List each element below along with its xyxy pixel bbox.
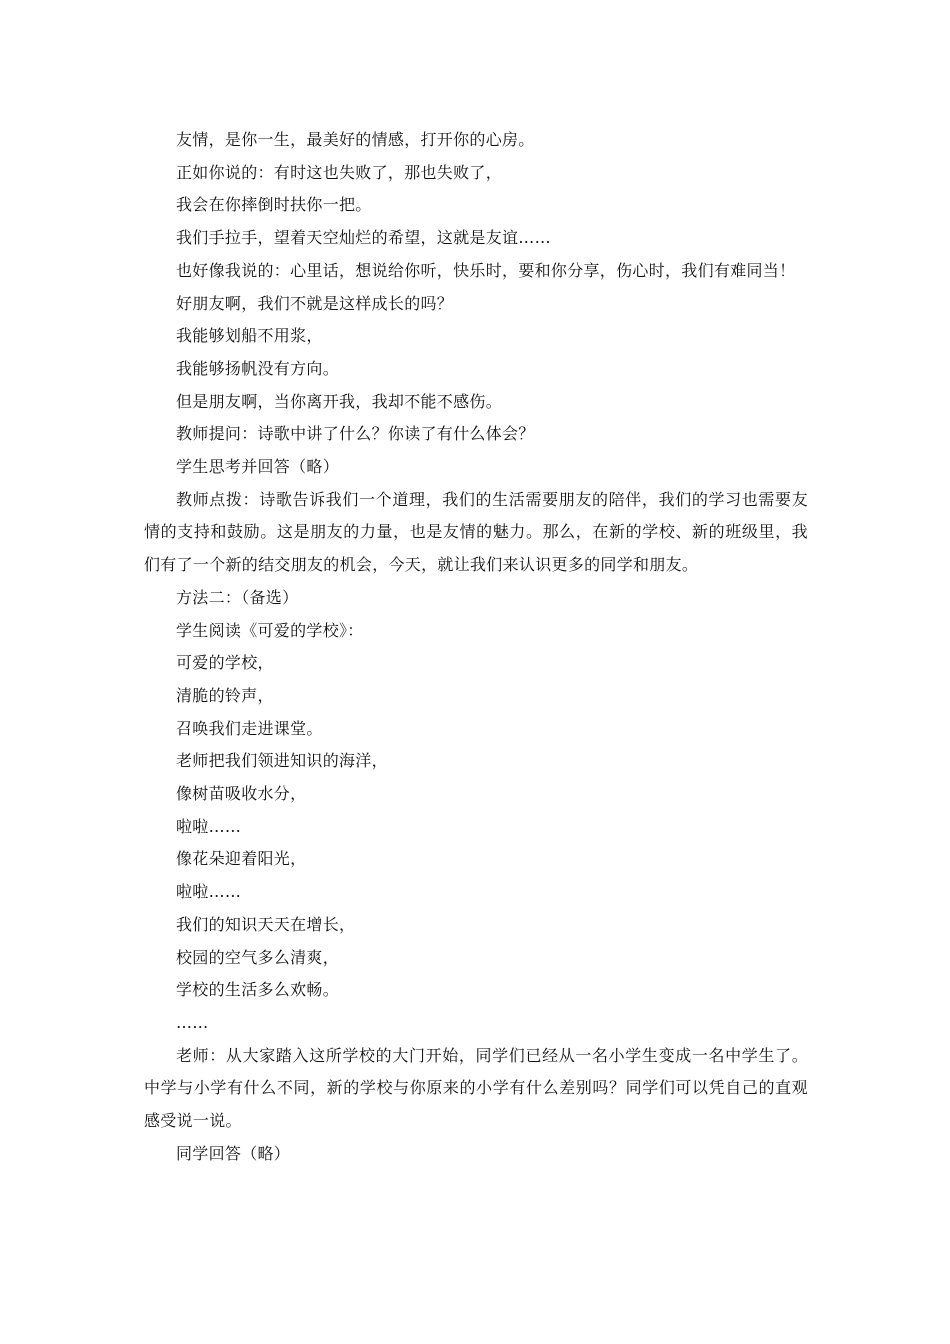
poem-ellipsis: …… (176, 1012, 209, 1032)
poem-line: 像树苗吸收水分， (176, 784, 307, 804)
paragraph-teacher-guide: 教师点拨：诗歌告诉我们一个道理，我们的生活需要朋友的陪伴，我们的学习也需要友情的支持和鼓励。这是朋友的力量，也是友情的魅力。那么，在新的学校、新的班级里，我们有了一个新的结交朋友的机会，今天，就让我们来认识更多的同学和朋友。 (144, 489, 808, 575)
document-body (144, 124, 808, 1171)
text-line: 也好像我说的：心里话，想说给你听，快乐时，要和你分享，伤心时，我们有难同当！ (176, 260, 796, 280)
text-line: 正如你说的：有时这也失败了，那也失败了， (176, 162, 503, 182)
poem-line: 像花朵迎着阳光， (176, 849, 307, 869)
poem-line: 啦啦…… (176, 816, 242, 836)
paragraph-teacher-speech: 老师：从大家踏入这所学校的大门开始，同学们已经从一名小学生变成一名中学生了。中学与小学有什么不同，新的学校与你原来的小学有什么差别吗？同学们可以凭自己的直观感受说一说。 (144, 1045, 808, 1131)
poem-line: 啦啦…… (176, 882, 242, 902)
poem-line: 清脆的铃声， (176, 685, 274, 705)
poem-line: 召唤我们走进课堂。 (176, 718, 323, 738)
text-line: 同学回答（略） (176, 1143, 291, 1163)
text-line: 我能够划船不用浆， (176, 326, 323, 346)
text-line: 我们手拉手，望着天空灿烂的希望，这就是友谊…… (176, 228, 551, 248)
text-line: 我能够扬帆没有方向。 (176, 358, 340, 378)
poem-line: 校园的空气多么清爽， (176, 947, 340, 967)
text-line: 好朋友啊，我们不就是这样成长的吗？ (176, 293, 454, 313)
text-line: 方法二：（备选） (176, 587, 299, 607)
text-line: 友情，是你一生，最美好的情感，打开你的心房。 (176, 130, 535, 149)
text-line: 但是朋友啊，当你离开我，我却不能不感伤。 (176, 391, 503, 411)
poem-line: 可爱的学校， (176, 653, 274, 673)
text-line: 我会在你摔倒时扶你一把。 (176, 195, 372, 215)
text-line: 教师提问：诗歌中讲了什么？你读了有什么体会？ (176, 424, 535, 444)
text-line: 学生阅读《可爱的学校》： (176, 620, 364, 640)
text-line: 学生思考并回答（略） (176, 457, 340, 477)
poem-line: 老师把我们领进知识的海洋， (176, 751, 388, 771)
poem-line: 学校的生活多么欢畅。 (176, 980, 340, 1000)
poem-line: 我们的知识天天在增长， (176, 914, 356, 934)
